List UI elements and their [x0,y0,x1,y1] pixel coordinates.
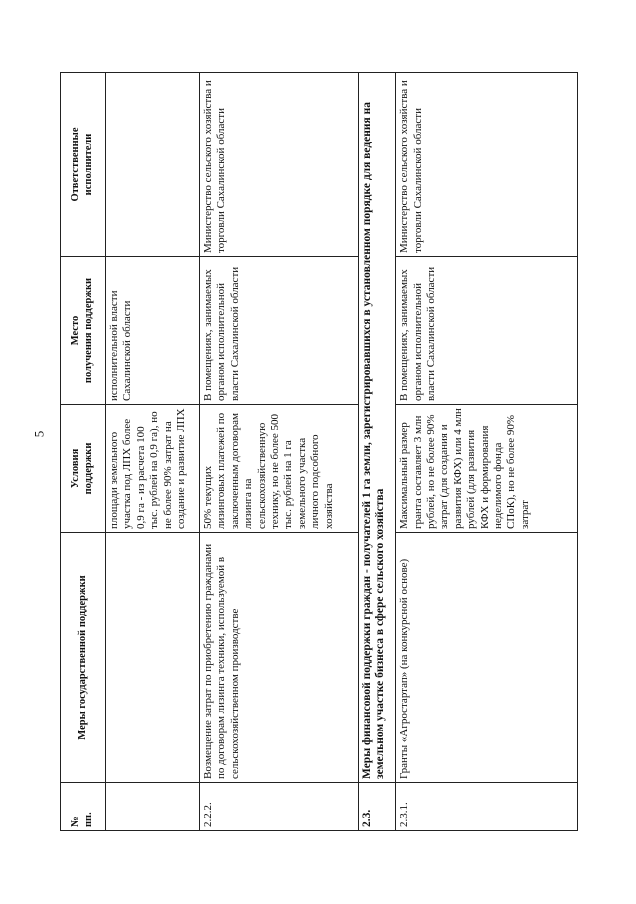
table-row [396,73,578,831]
header-conditions: Условия поддержки [61,405,106,533]
header-responsible: Ответственные исполнители [61,73,106,257]
cell-place: В помещениях, занимаемых органом исполнительной власти Сахалинской области [199,257,358,405]
table-row [105,73,199,831]
table-row [199,73,358,831]
support-measures-table [60,72,578,831]
cell-num [105,783,199,831]
cell-section-num: 2.3. [359,783,396,831]
cell-responsible: Министерство сельского хозяйства и торговли Сахалинской области [199,73,358,257]
cell-conditions: Максимальный размер гранта составляет 3 млн рублей, но не более 90% затрат (для создания и развития КФХ) или 4 млн рублей (для развития КФХ и формирования неделимого фонда СПоК), но не более 90% затрат [396,405,578,533]
page-number: 5 [31,430,47,438]
cell-measure [105,533,199,783]
cell-num: 2.3.1. [396,783,578,831]
header-place: Место получения поддержки [61,257,106,405]
cell-num: 2.2.2. [199,783,358,831]
cell-measure: Возмещение затрат по приобретению гражданами по договорам лизинга техники, используемой в сельскохозяйственном производстве [199,533,358,783]
cell-measure: Гранты «Агростартап» (на конкурсной основе) [396,533,578,783]
table-header-row [61,73,106,831]
cell-conditions: площади земельного участка под ЛПХ более 0,9 га - из расчета 100 тыс. рублей на 0,9 га), но не более 90% затрат на создание и развитие ЛПХ [105,405,199,533]
header-num: № пп. [61,783,106,831]
cell-conditions: 50% текущих лизинговых платежей по заключенным договорам лизинга на сельскохозяйственную технику, но не более 500 тыс. рублей на 1 га земельного участка личного подсобного хозяйства [199,405,358,533]
cell-place: В помещениях, занимаемых органом исполнительной власти Сахалинской области [396,257,578,405]
cell-responsible [105,73,199,257]
table-section-row [359,73,396,831]
cell-responsible: Министерство сельского хозяйства и торговли Сахалинской области [396,73,578,257]
cell-section-title: Меры финансовой поддержки граждан - получателей 1 га земли, зарегистрировавшихся в установленном порядке для ведения на земельном участке бизнеса в сфере сельского хозяйства [359,73,396,783]
cell-place: исполнительной власти Сахалинской области [105,257,199,405]
document-table-container [60,73,578,831]
header-measure: Меры государственной поддержки [61,533,106,783]
